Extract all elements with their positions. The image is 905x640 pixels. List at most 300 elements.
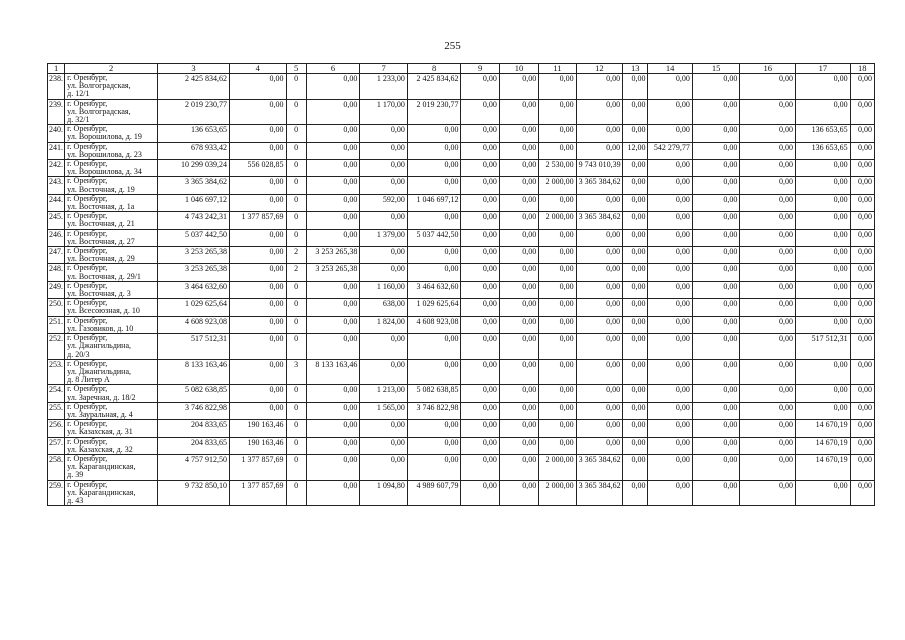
cell-c17: 14 670,19 [796, 420, 851, 437]
row-number: 257. [48, 437, 65, 454]
cell-c11: 0,00 [539, 194, 576, 211]
cell-c14: 0,00 [648, 194, 692, 211]
row-number: 254. [48, 385, 65, 402]
cell-c8: 5 037 442,50 [407, 229, 461, 246]
cell-c14: 0,00 [648, 125, 692, 142]
cell-c8: 0,00 [407, 247, 461, 264]
column-header: 15 [692, 64, 740, 74]
cell-c3: 2 425 834,62 [158, 74, 230, 100]
column-header: 6 [306, 64, 360, 74]
cell-c15: 0,00 [692, 420, 740, 437]
table-row [48, 125, 875, 142]
cell-c4: 0,00 [229, 299, 286, 316]
cell-c8: 4 608 923,08 [407, 316, 461, 333]
cell-c12: 0,00 [576, 194, 623, 211]
cell-c5: 0 [286, 480, 306, 506]
row-number: 244. [48, 194, 65, 211]
cell-c18: 0,00 [850, 420, 874, 437]
cell-c12: 0,00 [576, 99, 623, 125]
table-row [48, 385, 875, 402]
cell-c5: 0 [286, 299, 306, 316]
address-line: г. Оренбург, [67, 384, 108, 394]
cell-c14: 0,00 [648, 160, 692, 177]
cell-c4: 0,00 [229, 99, 286, 125]
address-cell [65, 160, 158, 177]
row-number: 258. [48, 454, 65, 480]
cell-c6: 0,00 [306, 316, 360, 333]
cell-c14: 0,00 [648, 281, 692, 298]
cell-c7: 0,00 [360, 359, 408, 385]
cell-c18: 0,00 [850, 160, 874, 177]
cell-c3: 678 933,42 [158, 142, 230, 159]
cell-c8: 1 046 697,12 [407, 194, 461, 211]
address-line: ул. Газовиков, д. 10 [67, 323, 134, 333]
address-cell [65, 402, 158, 419]
cell-c15: 0,00 [692, 316, 740, 333]
address-cell [65, 359, 158, 385]
cell-c17: 136 653,65 [796, 125, 851, 142]
cell-c12: 0,00 [576, 402, 623, 419]
cell-c7: 0,00 [360, 454, 408, 480]
column-header: 9 [461, 64, 499, 74]
cell-c3: 4 608 923,08 [158, 316, 230, 333]
cell-c7: 0,00 [360, 142, 408, 159]
cell-c8: 0,00 [407, 212, 461, 229]
address-line: г. Оренбург, [67, 73, 108, 82]
address-line: ул. Волгоградская, [67, 81, 131, 91]
column-header: 11 [539, 64, 576, 74]
address-line: ул. Восточная, д. 19 [67, 184, 135, 194]
cell-c11: 2 000,00 [539, 454, 576, 480]
cell-c16: 0,00 [740, 385, 796, 402]
cell-c16: 0,00 [740, 316, 796, 333]
column-header: 1 [48, 64, 65, 74]
row-number: 255. [48, 402, 65, 419]
address-cell [65, 437, 158, 454]
cell-c11: 0,00 [539, 142, 576, 159]
column-header: 13 [623, 64, 648, 74]
cell-c10: 0,00 [499, 229, 538, 246]
column-header: 8 [407, 64, 461, 74]
cell-c8: 0,00 [407, 359, 461, 385]
cell-c9: 0,00 [461, 99, 499, 125]
cell-c10: 0,00 [499, 359, 538, 385]
cell-c3: 4 757 912,50 [158, 454, 230, 480]
cell-c18: 0,00 [850, 359, 874, 385]
cell-c17: 0,00 [796, 194, 851, 211]
cell-c17: 0,00 [796, 385, 851, 402]
cell-c17: 0,00 [796, 74, 851, 100]
cell-c10: 0,00 [499, 142, 538, 159]
cell-c15: 0,00 [692, 334, 740, 360]
address-line: д. 8 Литер А [67, 375, 110, 385]
cell-c15: 0,00 [692, 160, 740, 177]
address-line: ул. Всесоюзная, д. 10 [67, 306, 140, 316]
row-number: 245. [48, 212, 65, 229]
cell-c12: 3 365 384,62 [576, 454, 623, 480]
table-row [48, 299, 875, 316]
cell-c6: 0,00 [306, 480, 360, 506]
cell-c14: 0,00 [648, 385, 692, 402]
cell-c6: 0,00 [306, 437, 360, 454]
cell-c6: 0,00 [306, 385, 360, 402]
cell-c16: 0,00 [740, 480, 796, 506]
cell-c4: 0,00 [229, 142, 286, 159]
address-line: г. Оренбург, [67, 333, 108, 343]
cell-c16: 0,00 [740, 264, 796, 281]
address-cell [65, 420, 158, 437]
cell-c5: 0 [286, 454, 306, 480]
cell-c14: 0,00 [648, 437, 692, 454]
address-line: ул. Восточная, д. 3 [67, 289, 131, 299]
cell-c11: 0,00 [539, 316, 576, 333]
cell-c3: 136 653,65 [158, 125, 230, 142]
column-header: 5 [286, 64, 306, 74]
cell-c3: 5 082 638,85 [158, 385, 230, 402]
cell-c6: 3 253 265,38 [306, 247, 360, 264]
cell-c15: 0,00 [692, 437, 740, 454]
cell-c5: 0 [286, 194, 306, 211]
cell-c3: 3 365 384,62 [158, 177, 230, 194]
cell-c13: 0,00 [623, 160, 648, 177]
cell-c11: 0,00 [539, 437, 576, 454]
cell-c7: 638,00 [360, 299, 408, 316]
cell-c7: 592,00 [360, 194, 408, 211]
cell-c15: 0,00 [692, 194, 740, 211]
cell-c9: 0,00 [461, 177, 499, 194]
address-cell [65, 99, 158, 125]
address-line: г. Оренбург, [67, 419, 108, 429]
cell-c11: 2 000,00 [539, 480, 576, 506]
cell-c14: 0,00 [648, 99, 692, 125]
cell-c12: 0,00 [576, 359, 623, 385]
cell-c5: 2 [286, 264, 306, 281]
address-line: ул. Ворошилова, д. 23 [67, 149, 142, 159]
cell-c8: 0,00 [407, 264, 461, 281]
cell-c14: 0,00 [648, 359, 692, 385]
cell-c15: 0,00 [692, 177, 740, 194]
address-line: г. Оренбург, [67, 298, 108, 308]
cell-c10: 0,00 [499, 299, 538, 316]
address-cell [65, 334, 158, 360]
cell-c5: 0 [286, 177, 306, 194]
cell-c12: 0,00 [576, 74, 623, 100]
cell-c17: 0,00 [796, 229, 851, 246]
cell-c9: 0,00 [461, 402, 499, 419]
cell-c14: 0,00 [648, 316, 692, 333]
cell-c10: 0,00 [499, 264, 538, 281]
address-line: г. Оренбург, [67, 281, 108, 290]
cell-c9: 0,00 [461, 420, 499, 437]
cell-c16: 0,00 [740, 194, 796, 211]
cell-c8: 5 082 638,85 [407, 385, 461, 402]
address-cell [65, 74, 158, 100]
cell-c18: 0,00 [850, 142, 874, 159]
cell-c5: 0 [286, 125, 306, 142]
cell-c5: 0 [286, 402, 306, 419]
cell-c7: 0,00 [360, 334, 408, 360]
cell-c13: 0,00 [623, 299, 648, 316]
address-line: г. Оренбург, [67, 480, 108, 489]
cell-c18: 0,00 [850, 385, 874, 402]
cell-c18: 0,00 [850, 402, 874, 419]
cell-c4: 0,00 [229, 385, 286, 402]
cell-c8: 3 746 822,98 [407, 402, 461, 419]
table-row [48, 402, 875, 419]
header-row [48, 64, 875, 74]
address-line: ул. Восточная, д. 21 [67, 219, 135, 229]
address-line: г. Оренбург, [67, 246, 108, 256]
cell-c18: 0,00 [850, 299, 874, 316]
cell-c17: 0,00 [796, 316, 851, 333]
address-line: г. Оренбург, [67, 316, 108, 325]
cell-c8: 2 019 230,77 [407, 99, 461, 125]
cell-c8: 0,00 [407, 420, 461, 437]
cell-c3: 4 743 242,31 [158, 212, 230, 229]
cell-c6: 0,00 [306, 334, 360, 360]
table-row [48, 437, 875, 454]
cell-c13: 0,00 [623, 99, 648, 125]
cell-c18: 0,00 [850, 281, 874, 298]
table-row [48, 194, 875, 211]
cell-c17: 0,00 [796, 359, 851, 385]
cell-c9: 0,00 [461, 299, 499, 316]
cell-c7: 1 824,00 [360, 316, 408, 333]
cell-c14: 0,00 [648, 420, 692, 437]
cell-c4: 0,00 [229, 125, 286, 142]
address-line: д. 32/1 [67, 115, 90, 125]
row-number: 259. [48, 480, 65, 506]
cell-c14: 0,00 [648, 247, 692, 264]
table-row [48, 454, 875, 480]
cell-c16: 0,00 [740, 160, 796, 177]
cell-c4: 0,00 [229, 334, 286, 360]
cell-c4: 0,00 [229, 229, 286, 246]
cell-c11: 2 000,00 [539, 177, 576, 194]
cell-c12: 0,00 [576, 420, 623, 437]
cell-c7: 1 213,00 [360, 385, 408, 402]
cell-c18: 0,00 [850, 212, 874, 229]
cell-c4: 190 163,46 [229, 420, 286, 437]
cell-c18: 0,00 [850, 334, 874, 360]
cell-c13: 0,00 [623, 247, 648, 264]
address-cell [65, 247, 158, 264]
address-line: ул. Карагандинская, [67, 462, 136, 472]
table-row [48, 229, 875, 246]
cell-c15: 0,00 [692, 125, 740, 142]
cell-c15: 0,00 [692, 359, 740, 385]
cell-c15: 0,00 [692, 74, 740, 100]
cell-c13: 12,00 [623, 142, 648, 159]
cell-c9: 0,00 [461, 454, 499, 480]
cell-c3: 204 833,65 [158, 420, 230, 437]
address-line: ул. Джангильдина, [67, 366, 132, 376]
cell-c12: 0,00 [576, 385, 623, 402]
cell-c11: 0,00 [539, 229, 576, 246]
cell-c8: 0,00 [407, 334, 461, 360]
cell-c11: 0,00 [539, 264, 576, 281]
cell-c6: 8 133 163,46 [306, 359, 360, 385]
cell-c11: 2 000,00 [539, 212, 576, 229]
cell-c16: 0,00 [740, 142, 796, 159]
cell-c6: 0,00 [306, 74, 360, 100]
cell-c16: 0,00 [740, 402, 796, 419]
cell-c9: 0,00 [461, 212, 499, 229]
cell-c9: 0,00 [461, 74, 499, 100]
cell-c15: 0,00 [692, 264, 740, 281]
cell-c16: 0,00 [740, 359, 796, 385]
cell-c13: 0,00 [623, 229, 648, 246]
cell-c13: 0,00 [623, 385, 648, 402]
cell-c13: 0,00 [623, 437, 648, 454]
table-row [48, 264, 875, 281]
cell-c11: 0,00 [539, 359, 576, 385]
address-line: г. Оренбург, [67, 437, 108, 446]
cell-c16: 0,00 [740, 212, 796, 229]
cell-c14: 0,00 [648, 74, 692, 100]
cell-c7: 0,00 [360, 420, 408, 437]
cell-c13: 0,00 [623, 420, 648, 437]
address-line: ул. Зауральная, д. 4 [67, 409, 133, 419]
cell-c5: 0 [286, 437, 306, 454]
address-line: г. Оренбург, [67, 124, 108, 134]
cell-c17: 136 653,65 [796, 142, 851, 159]
cell-c14: 0,00 [648, 177, 692, 194]
address-line: д. 43 [67, 495, 84, 505]
row-number: 243. [48, 177, 65, 194]
address-line: г. Оренбург, [67, 142, 108, 151]
address-line: ул. Ворошилова, д. 19 [67, 132, 142, 142]
cell-c8: 0,00 [407, 437, 461, 454]
cell-c18: 0,00 [850, 74, 874, 100]
cell-c12: 3 365 384,62 [576, 212, 623, 229]
cell-c4: 1 377 857,69 [229, 212, 286, 229]
cell-c16: 0,00 [740, 454, 796, 480]
address-line: г. Оренбург, [67, 263, 108, 273]
cell-c3: 9 732 850,10 [158, 480, 230, 506]
cell-c12: 0,00 [576, 142, 623, 159]
cell-c5: 0 [286, 160, 306, 177]
cell-c18: 0,00 [850, 177, 874, 194]
cell-c4: 0,00 [229, 247, 286, 264]
cell-c13: 0,00 [623, 281, 648, 298]
cell-c3: 3 253 265,38 [158, 264, 230, 281]
cell-c5: 0 [286, 316, 306, 333]
table-body [48, 74, 875, 506]
cell-c17: 517 512,31 [796, 334, 851, 360]
cell-c16: 0,00 [740, 177, 796, 194]
cell-c12: 0,00 [576, 334, 623, 360]
cell-c6: 3 253 265,38 [306, 264, 360, 281]
cell-c12: 0,00 [576, 229, 623, 246]
cell-c13: 0,00 [623, 264, 648, 281]
cell-c13: 0,00 [623, 480, 648, 506]
cell-c9: 0,00 [461, 229, 499, 246]
address-line: ул. Волгоградская, [67, 106, 131, 116]
cell-c3: 517 512,31 [158, 334, 230, 360]
cell-c11: 2 530,00 [539, 160, 576, 177]
cell-c7: 1 379,00 [360, 229, 408, 246]
cell-c13: 0,00 [623, 212, 648, 229]
row-number: 250. [48, 299, 65, 316]
table-row [48, 334, 875, 360]
cell-c9: 0,00 [461, 437, 499, 454]
cell-c9: 0,00 [461, 334, 499, 360]
cell-c7: 0,00 [360, 177, 408, 194]
cell-c10: 0,00 [499, 247, 538, 264]
cell-c13: 0,00 [623, 454, 648, 480]
address-cell [65, 264, 158, 281]
row-number: 238. [48, 74, 65, 100]
column-header: 7 [360, 64, 408, 74]
cell-c16: 0,00 [740, 334, 796, 360]
cell-c6: 0,00 [306, 402, 360, 419]
cell-c10: 0,00 [499, 454, 538, 480]
cell-c13: 0,00 [623, 359, 648, 385]
cell-c11: 0,00 [539, 420, 576, 437]
cell-c6: 0,00 [306, 229, 360, 246]
cell-c11: 0,00 [539, 385, 576, 402]
cell-c9: 0,00 [461, 125, 499, 142]
cell-c11: 0,00 [539, 125, 576, 142]
cell-c7: 0,00 [360, 212, 408, 229]
address-line: г. Оренбург, [67, 454, 108, 463]
cell-c4: 1 377 857,69 [229, 454, 286, 480]
cell-c12: 9 743 010,39 [576, 160, 623, 177]
cell-c16: 0,00 [740, 437, 796, 454]
cell-c9: 0,00 [461, 142, 499, 159]
address-line: г. Оренбург, [67, 402, 108, 411]
cell-c6: 0,00 [306, 299, 360, 316]
cell-c12: 0,00 [576, 299, 623, 316]
address-line: г. Оренбург, [67, 359, 108, 368]
address-line: ул. Восточная, д. 1а [67, 202, 135, 212]
cell-c9: 0,00 [461, 247, 499, 264]
cell-c7: 0,00 [360, 247, 408, 264]
cell-c13: 0,00 [623, 316, 648, 333]
column-header: 2 [65, 64, 158, 74]
address-line: г. Оренбург, [67, 99, 108, 108]
cell-c12: 3 365 384,62 [576, 177, 623, 194]
address-cell [65, 281, 158, 298]
cell-c13: 0,00 [623, 177, 648, 194]
cell-c4: 0,00 [229, 402, 286, 419]
cell-c3: 5 037 442,50 [158, 229, 230, 246]
cell-c12: 0,00 [576, 281, 623, 298]
cell-c3: 204 833,65 [158, 437, 230, 454]
cell-c18: 0,00 [850, 125, 874, 142]
table-row [48, 281, 875, 298]
address-cell [65, 480, 158, 506]
cell-c12: 0,00 [576, 437, 623, 454]
cell-c3: 8 133 163,46 [158, 359, 230, 385]
cell-c10: 0,00 [499, 480, 538, 506]
row-number: 252. [48, 334, 65, 360]
cell-c14: 542 279,77 [648, 142, 692, 159]
cell-c3: 2 019 230,77 [158, 99, 230, 125]
cell-c17: 0,00 [796, 480, 851, 506]
cell-c12: 0,00 [576, 264, 623, 281]
cell-c10: 0,00 [499, 99, 538, 125]
cell-c8: 0,00 [407, 160, 461, 177]
cell-c17: 0,00 [796, 160, 851, 177]
cell-c14: 0,00 [648, 402, 692, 419]
column-header: 14 [648, 64, 692, 74]
cell-c18: 0,00 [850, 454, 874, 480]
table-row [48, 177, 875, 194]
cell-c6: 0,00 [306, 125, 360, 142]
cell-c18: 0,00 [850, 264, 874, 281]
